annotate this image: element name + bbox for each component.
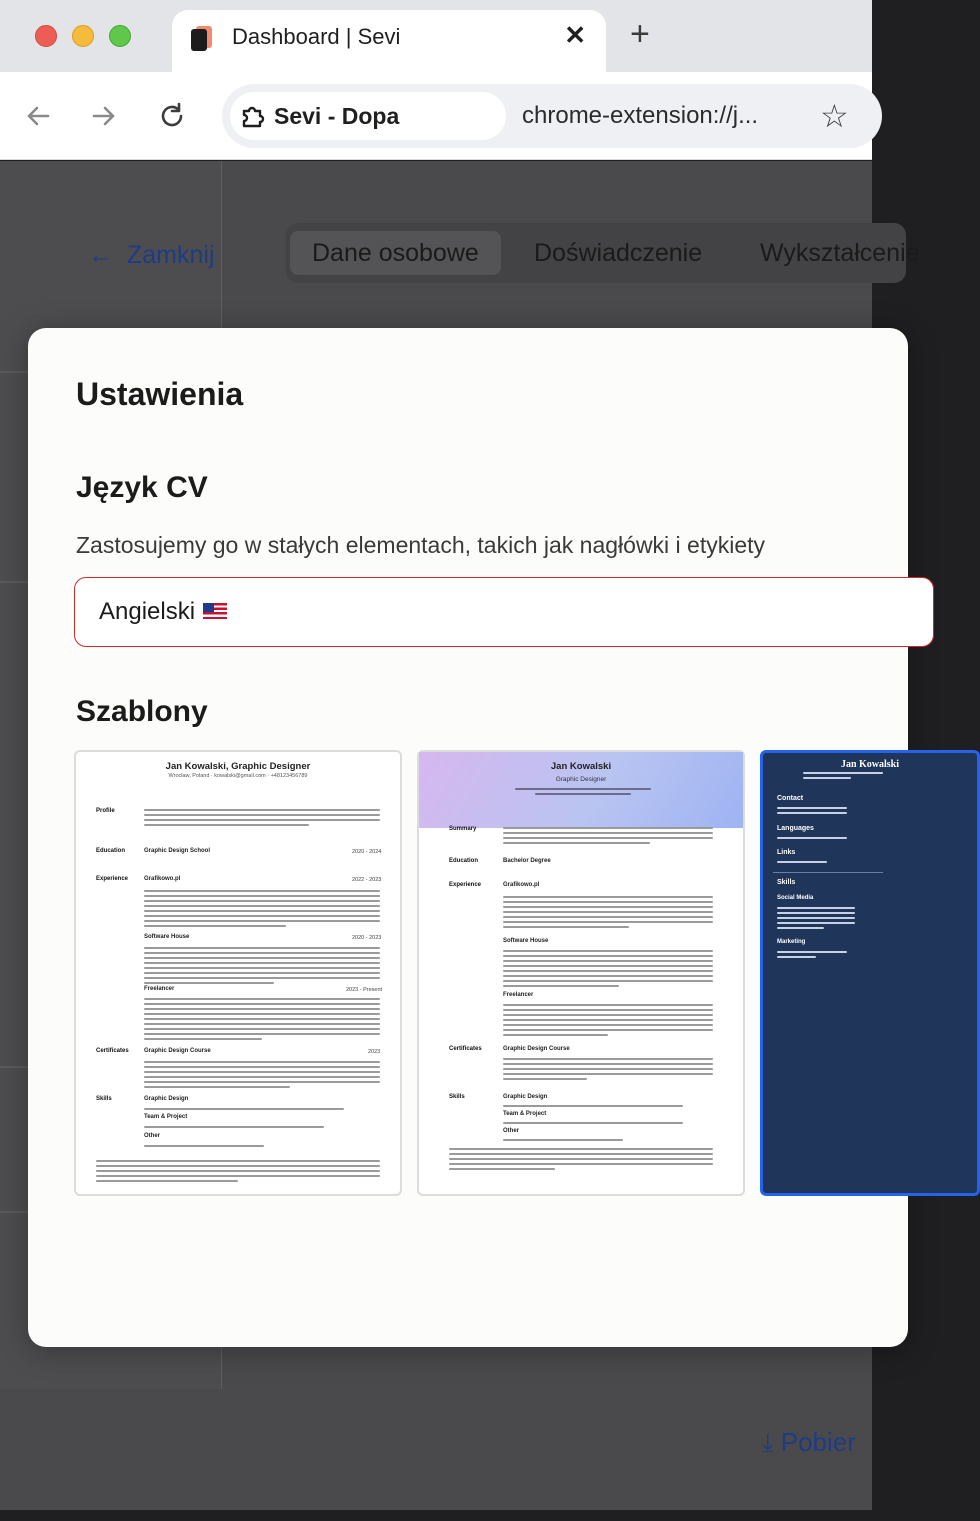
template-entry: Other	[144, 1133, 161, 1139]
new-tab-plus-icon[interactable]: +	[630, 15, 650, 53]
text-lines	[777, 837, 847, 842]
star-icon[interactable]: ☆	[820, 98, 849, 134]
text-lines	[144, 947, 380, 987]
template-section-label: Profile	[96, 808, 115, 814]
url-text[interactable]: chrome-extension://j...	[522, 102, 759, 129]
cv-language-value	[99, 596, 227, 628]
template-preview	[419, 752, 743, 1194]
text-lines	[144, 998, 380, 1043]
text-lines	[777, 807, 847, 817]
text-lines	[777, 861, 827, 866]
text-lines	[144, 890, 380, 930]
sevi-favicon-icon	[188, 24, 216, 52]
text-lines	[449, 1148, 713, 1173]
template-entry: Freelancer	[144, 986, 175, 992]
tab-personal-data[interactable]: Dane osobowe	[290, 231, 501, 275]
text-lines	[144, 1061, 380, 1091]
template-section-label: Social Media	[777, 895, 814, 901]
text-lines	[503, 896, 713, 931]
cv-language-description: Zastosujemy go w stałych elementach, takich jak nagłówki i etykiety	[76, 532, 766, 558]
text-lines	[777, 907, 855, 932]
template-entry: Graphic Design Course	[144, 1048, 211, 1054]
close-editor-link[interactable]	[88, 239, 215, 271]
template-card-gradient[interactable]	[417, 750, 745, 1196]
template-card-classic[interactable]	[74, 750, 402, 1196]
template-entry: Team & Project	[503, 1111, 547, 1117]
window-close-button[interactable]	[35, 25, 57, 47]
text-lines	[144, 809, 380, 829]
cv-language-select[interactable]	[74, 577, 934, 647]
modal-title: Ustawienia	[76, 376, 244, 412]
back-arrow-icon: ←	[88, 241, 113, 269]
close-label: Zamknij	[127, 241, 215, 269]
template-preview	[763, 753, 977, 1193]
template-date: 2020 - 2024	[352, 849, 382, 855]
template-date: 2023 - Present	[346, 987, 383, 993]
template-section-label: Languages	[777, 825, 814, 832]
text-lines	[503, 1122, 683, 1127]
template-name: Jan Kowalski, Graphic Designer	[165, 761, 311, 772]
reload-icon[interactable]	[154, 98, 190, 134]
template-entry: Graphic Design	[144, 1096, 189, 1102]
window-zoom-button[interactable]	[109, 25, 131, 47]
templates-heading: Szablony	[76, 695, 208, 728]
template-section-label: Skills	[777, 879, 796, 886]
app-footer	[0, 1389, 222, 1510]
editor-tabs	[286, 223, 920, 283]
browser-tab-active[interactable]	[172, 10, 606, 72]
template-date: 2020 - 2023	[352, 935, 382, 941]
text-lines	[803, 772, 883, 782]
template-name: Jan Kowalski	[840, 759, 900, 770]
template-section-label: Marketing	[777, 939, 806, 945]
text-lines	[503, 1058, 713, 1083]
template-contact: Wrocław, Poland · kowalski@gmail.com · +48123456789	[168, 773, 308, 779]
window-minimize-button[interactable]	[72, 25, 94, 47]
forward-arrow-icon[interactable]	[86, 98, 122, 134]
template-subtitle: Graphic Designer	[555, 776, 607, 783]
tab-close-icon[interactable]: ✕	[564, 20, 586, 50]
template-section-label: Education	[96, 848, 126, 854]
address-bar[interactable]	[222, 84, 882, 148]
templates-row	[74, 750, 974, 1196]
text-lines	[777, 951, 847, 961]
text-lines	[144, 1126, 324, 1131]
text-lines	[503, 1004, 713, 1039]
text-lines	[503, 1139, 623, 1144]
template-section-label: Education	[449, 858, 479, 864]
template-entry: Graphic Design School	[144, 848, 211, 854]
template-section-label: Summary	[449, 826, 477, 832]
template-entry: Other	[503, 1128, 520, 1134]
download-icon: ⤓	[762, 1427, 774, 1457]
text-lines	[144, 1145, 264, 1150]
text-lines	[96, 1160, 380, 1185]
text-lines	[515, 788, 651, 798]
divider	[773, 872, 883, 873]
template-entry: Team & Project	[144, 1114, 188, 1120]
template-section-label: Experience	[449, 882, 482, 888]
site-info-chip[interactable]	[230, 92, 506, 140]
browser-tabstrip	[0, 0, 872, 72]
template-entry: Bachelor Degree	[503, 858, 551, 864]
template-section-label: Links	[777, 849, 796, 856]
template-entry: Graphic Design Course	[503, 1046, 570, 1052]
template-entry: Software House	[144, 934, 190, 940]
browser-toolbar	[0, 72, 872, 160]
template-section-label: Skills	[96, 1096, 112, 1102]
text-lines	[503, 950, 713, 990]
template-entry: Graphic Design	[503, 1094, 548, 1100]
tab-education[interactable]: Wykształcenie	[760, 239, 920, 267]
template-entry: Software House	[503, 938, 549, 944]
text-lines	[503, 1105, 683, 1110]
extension-icon	[240, 103, 266, 129]
template-entry: Freelancer	[503, 992, 534, 998]
template-section-label: Skills	[449, 1094, 465, 1100]
cv-language-value-text: Angielski	[99, 598, 196, 625]
template-preview	[76, 752, 400, 1194]
tab-experience[interactable]: Doświadczenie	[534, 239, 703, 267]
template-entry: Grafikowo.pl	[144, 876, 181, 882]
template-section-label: Certificates	[449, 1046, 482, 1052]
template-section-label: Certificates	[96, 1048, 129, 1054]
settings-modal	[28, 328, 908, 1347]
template-section-label: Experience	[96, 876, 129, 882]
back-arrow-icon[interactable]	[20, 98, 56, 134]
template-entry: Grafikowo.pl	[503, 882, 540, 888]
download-button[interactable]	[762, 1427, 856, 1459]
us-flag-icon	[203, 603, 227, 619]
text-lines	[503, 827, 713, 847]
text-lines	[144, 1108, 344, 1113]
template-card-dark[interactable]	[760, 750, 980, 1196]
cv-language-heading: Język CV	[76, 471, 208, 504]
template-date: 2022 - 2023	[352, 877, 382, 883]
tab-title: Dashboard | Sevi	[232, 24, 401, 49]
site-chip-label: Sevi - Dopa	[274, 103, 400, 129]
template-date: 2023	[368, 1049, 381, 1055]
template-section-label: Contact	[777, 795, 804, 802]
download-label: Pobier	[780, 1427, 856, 1457]
template-name: Jan Kowalski	[550, 761, 612, 772]
